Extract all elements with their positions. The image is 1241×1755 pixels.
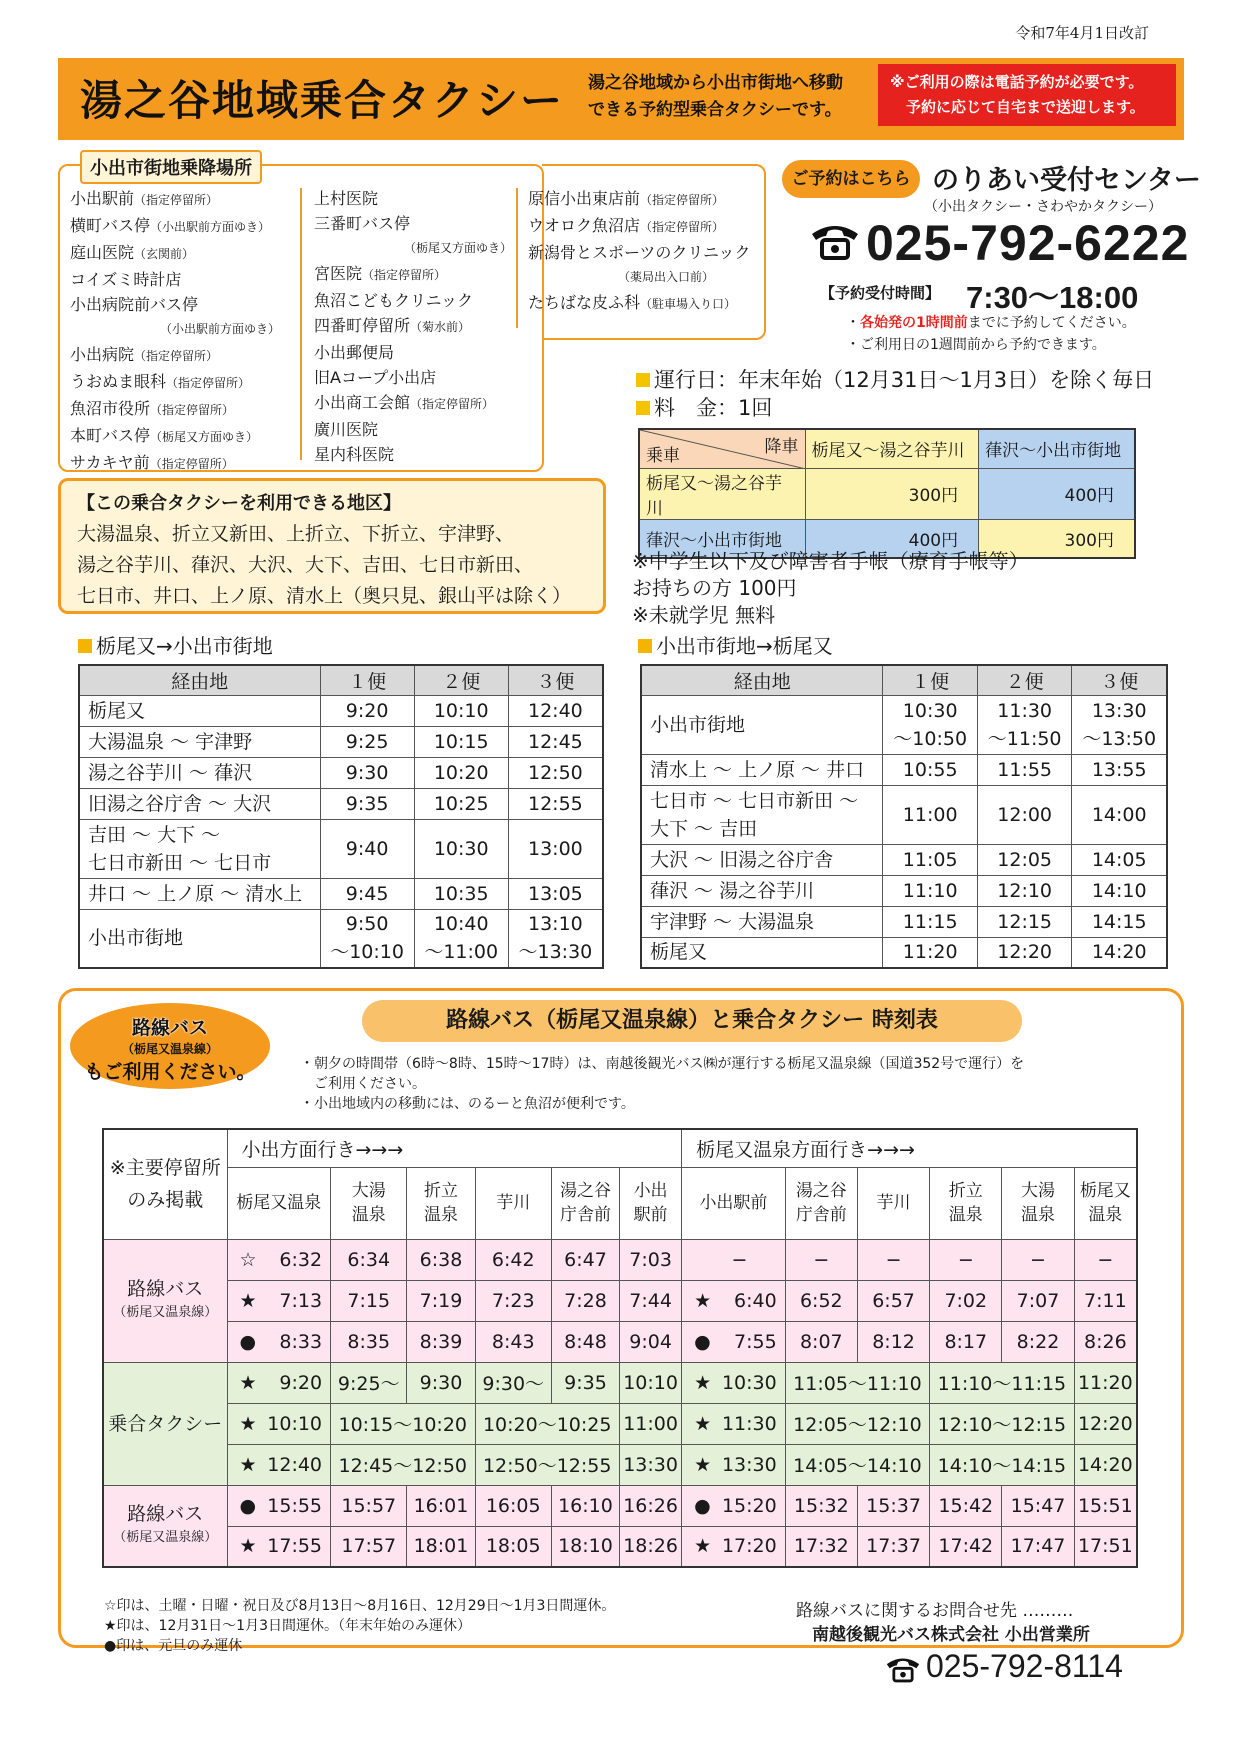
departure-time: ★ 11:30 (682, 1403, 786, 1444)
departure-time: 12:50 (527, 761, 583, 784)
departure-time: 13:30 (619, 1444, 681, 1485)
schedule-mark: ★ (694, 1371, 712, 1394)
departure-time: − (682, 1239, 786, 1280)
service-areas-box (58, 478, 606, 614)
service-type-label: 路線バス （栃尾又温泉線） (103, 1485, 227, 1567)
departure-time: 18:26 (619, 1526, 681, 1567)
timetable-row (79, 819, 603, 878)
pickup-column-1 (70, 186, 280, 477)
pickup-location: 星内科医院 (314, 445, 395, 464)
departure-time: − (1002, 1239, 1074, 1280)
timetable-row (641, 785, 1167, 844)
pickup-divider (300, 188, 302, 460)
departure-time: 14:20 (1091, 941, 1147, 964)
departure-time: 12:10〜12:15 (930, 1403, 1074, 1444)
departure-time: 11:10 (902, 879, 958, 902)
header-description: 湯之谷地域から小出市街地へ移動 できる予約型乗合タクシーです。 (588, 73, 843, 120)
schedule-mark: ● (239, 1330, 257, 1353)
pickup-location: 宮医院（指定停留所） (314, 264, 447, 283)
via-stop: 吉田 〜 大下 〜 (88, 823, 221, 846)
departure-time: 9:35 (551, 1362, 619, 1403)
schedule-mark: ● (694, 1330, 711, 1353)
timetable-row (103, 1280, 1137, 1321)
departure-time: ★ 10:30 (682, 1362, 786, 1403)
timetable-row (641, 906, 1167, 937)
bus-taxi-timetable (102, 1128, 1138, 1568)
departure-time: 10:55 (902, 758, 958, 781)
departure-time: 7:28 (551, 1280, 619, 1321)
departure-time: 9:20 (345, 699, 389, 722)
table-corner: ※主要停留所 のみ掲載 (103, 1129, 227, 1239)
timetable-row (79, 726, 603, 757)
bus-notes: ・朝夕の時間帯（6時〜8時、15時〜17時）は、南越後観光バス㈱が運行する栃尾又温泉線（国道352号で運行）を ご利用ください。 ・小出地域内の移動には、のるーと魚沼が便利です。 (300, 1056, 1025, 1112)
pickup-label: 小出市街地乗降場所 (80, 150, 262, 184)
timetable-row (103, 1485, 1137, 1526)
fare-cell: 400円 (805, 519, 979, 558)
departure-time: 13:05 (527, 882, 583, 905)
departure-time: 10:25 (433, 792, 489, 815)
pickup-location: 小出商工会館（指定停留所） (314, 393, 495, 412)
reception-center-name: のりあい受付センター (932, 165, 1201, 196)
departure-time: ★ 9:20 (227, 1362, 331, 1403)
timetable-row (103, 1321, 1137, 1362)
timetable-row (79, 788, 603, 819)
departure-time: ● 15:20 (682, 1485, 786, 1526)
departure-time: ★ 7:13 (227, 1280, 331, 1321)
departure-time: 17:51 (1074, 1526, 1137, 1567)
reservation-warning: ※ご利用の際は電話予約が必要です。 予約に応じて自宅まで送迎します。 (878, 64, 1176, 126)
pickup-location: 三番町バス停 (314, 214, 411, 233)
via-stop: 栃尾又 (88, 699, 146, 722)
departure-time: 10:20 (433, 761, 489, 784)
timetable-header: １便 (883, 665, 977, 695)
departure-time: 12:45 (527, 730, 583, 753)
departure-time: 11:20 (1074, 1362, 1137, 1403)
via-stop: 七日市 〜 七日市新田 〜 (650, 789, 859, 812)
departure-time: 10:15 (433, 730, 489, 753)
departure-time: 〜10:10 (330, 941, 404, 964)
via-stop: 七日市新田 〜 七日市 (88, 851, 272, 874)
pickup-location: 魚沼市役所（指定停留所） (70, 399, 235, 418)
departure-time: 15:51 (1074, 1485, 1137, 1526)
departure-time: 8:39 (407, 1321, 475, 1362)
stop-header: 折立 温泉 (930, 1167, 1002, 1239)
pickup-column-2 (314, 186, 512, 467)
schedule-mark: ★ (239, 1371, 257, 1394)
pickup-location: 原信小出東店前（指定停留所） (528, 189, 725, 208)
departure-time: 9:50 (345, 913, 389, 936)
pickup-column-3 (528, 186, 750, 317)
departure-time: 14:05〜14:10 (785, 1444, 929, 1485)
pickup-location: うおぬま眼科（指定停留所） (70, 372, 251, 391)
departure-time: 13:30 (1091, 699, 1147, 722)
departure-time: 8:26 (1074, 1321, 1137, 1362)
timetable-row (641, 937, 1167, 968)
departure-time: − (1074, 1239, 1137, 1280)
departure-time: − (785, 1239, 857, 1280)
timetable-row (79, 909, 603, 968)
schedule-mark: ★ (239, 1289, 257, 1312)
departure-time: − (930, 1239, 1002, 1280)
departure-time: 11:05 (902, 848, 958, 871)
stop-header: 栃尾又 温泉 (1074, 1167, 1137, 1239)
areas-list: 大湯温泉、折立又新田、上折立、下折立、宇津野、 湯之谷芋川、葎沢、大沢、大下、吉田、七日市新田、 七日市、井口、上ノ原、清水上（奥只見、銀山平は除く） (77, 523, 572, 607)
departure-time: 18:10 (551, 1526, 619, 1567)
departure-time: 17:57 (331, 1526, 407, 1567)
departure-time: ★ 12:40 (227, 1444, 331, 1485)
departure-time: 6:34 (331, 1239, 407, 1280)
departure-time: 15:32 (785, 1485, 857, 1526)
pickup-location: 庭山医院（玄関前） (70, 243, 195, 262)
departure-time: 18:01 (407, 1526, 475, 1567)
departure-time: 8:43 (475, 1321, 551, 1362)
departure-time: ★ 10:10 (227, 1403, 331, 1444)
timetable-right-title: 小出市街地→栃尾又 (638, 630, 833, 659)
departure-time: 13:55 (1091, 758, 1147, 781)
departure-time: 9:30 (407, 1362, 475, 1403)
departure-time: 10:30 (902, 699, 958, 722)
departure-time: 12:20 (1074, 1403, 1137, 1444)
departure-time: 10:40 (433, 913, 489, 936)
departure-time: 16:05 (475, 1485, 551, 1526)
service-type-label: 乗合タクシー (103, 1362, 227, 1485)
departure-time: 6:47 (551, 1239, 619, 1280)
departure-time: 14:20 (1074, 1444, 1137, 1485)
departure-time: ● 7:55 (682, 1321, 786, 1362)
departure-time: 12:15 (997, 910, 1053, 933)
service-type-label: 路線バス （栃尾又温泉線） (103, 1239, 227, 1362)
departure-time: 15:37 (857, 1485, 929, 1526)
stop-header: 小出駅前 (682, 1167, 786, 1239)
departure-time: 11:55 (997, 758, 1053, 781)
fare-label: 料 金：1回 (636, 392, 772, 422)
pickup-location: 魚沼こどもクリニック (314, 291, 474, 310)
departure-time: 6:38 (407, 1239, 475, 1280)
departure-time: 12:05〜12:10 (785, 1403, 929, 1444)
departure-time: 11:10〜11:15 (930, 1362, 1074, 1403)
fare-col-header: 葎沢〜小出市街地 (979, 429, 1135, 468)
departure-time: 8:07 (785, 1321, 857, 1362)
timetable-row (103, 1526, 1137, 1567)
reservation-note-2: ・ご利用日の1週間前から予約できます。 (846, 337, 1106, 353)
pickup-location: ウオロク魚沼店（指定停留所） (528, 216, 725, 235)
departure-time: ● 8:33 (227, 1321, 331, 1362)
stop-header: 大湯 温泉 (1002, 1167, 1074, 1239)
timetable-header: ３便 (1072, 665, 1167, 695)
bus-company-name: 南越後観光バス株式会社 小出営業所 (812, 1625, 1090, 1645)
timetable-row (79, 878, 603, 909)
departure-time: 8:48 (551, 1321, 619, 1362)
departure-time: − (857, 1239, 929, 1280)
departure-time: 9:35 (345, 792, 389, 815)
header-band (58, 58, 1184, 140)
timetable-header: 経由地 (79, 665, 320, 695)
departure-time: 10:10 (619, 1362, 681, 1403)
pickup-location: 廣川医院 (314, 420, 379, 439)
fare-cell: 300円 (805, 468, 979, 519)
reservation-phone[interactable]: 025-792-6222 (866, 215, 1190, 271)
timetable-row (641, 844, 1167, 875)
departure-time: 6:57 (857, 1280, 929, 1321)
schedule-mark: ★ (239, 1412, 257, 1435)
stop-header: 栃尾又温泉 (227, 1167, 331, 1239)
departure-time: 7:19 (407, 1280, 475, 1321)
pickup-divider (516, 188, 518, 328)
departure-time: 7:44 (619, 1280, 681, 1321)
pickup-location: 小出病院前バス停 (70, 295, 199, 314)
timetable-header: 経由地 (641, 665, 883, 695)
via-stop: 井口 〜 上ノ原 〜 清水上 (88, 882, 303, 905)
fare-col-header: 栃尾又〜湯之谷芋川 (805, 429, 979, 468)
via-stop: 旧湯之谷庁舎 〜 大沢 (88, 792, 272, 815)
stop-header: 湯之谷 庁舎前 (551, 1167, 619, 1239)
departure-time: 〜13:50 (1082, 727, 1157, 750)
departure-time: 11:30 (997, 699, 1053, 722)
departure-time: 8:22 (1002, 1321, 1074, 1362)
via-stop: 栃尾又 (650, 941, 708, 964)
departure-time: 10:20〜10:25 (475, 1403, 619, 1444)
departure-time: 12:05 (997, 848, 1053, 871)
timetable-header: ２便 (414, 665, 508, 695)
pickup-location: （栃尾又方面ゆき） (404, 241, 513, 255)
departure-time: 18:05 (475, 1526, 551, 1567)
via-stop: 宇津野 〜 大湯温泉 (650, 910, 815, 933)
stop-header: 小出 駅前 (619, 1167, 681, 1239)
direction-outbound: 小出方面行き→→→ (227, 1129, 682, 1167)
stop-header: 湯之谷 庁舎前 (785, 1167, 857, 1239)
departure-time: 8:35 (331, 1321, 407, 1362)
departure-time: 9:04 (619, 1321, 681, 1362)
page-title: 湯之谷地域乗合タクシー (80, 76, 565, 125)
departure-time: 11:00 (619, 1403, 681, 1444)
pickup-location: 小出病院（指定停留所） (70, 345, 219, 364)
pickup-location: 小出郵便局 (314, 343, 395, 362)
departure-time: 12:55 (527, 792, 583, 815)
direction-inbound: 栃尾又温泉方面行き→→→ (682, 1129, 1137, 1167)
departure-time: 17:37 (857, 1526, 929, 1567)
schedule-mark: ★ (239, 1453, 257, 1476)
bus-timetable-title: 路線バス（栃尾又温泉線）と乗合タクシー 時刻表 (362, 1000, 1022, 1042)
timetable-left (78, 664, 604, 969)
pickup-location: 上村医院 (314, 189, 379, 208)
via-stop: 大湯温泉 〜 宇津野 (88, 730, 253, 753)
hours-label: 【予約受付時間】 (820, 284, 941, 302)
departure-time: 16:01 (407, 1485, 475, 1526)
fare-row-label: 栃尾又〜湯之谷芋川 (639, 468, 805, 519)
departure-time: 6:42 (475, 1239, 551, 1280)
departure-time: ☆ 6:32 (227, 1239, 331, 1280)
timetable-right (640, 664, 1168, 969)
bus-callout-bubble: 路線バス （栃尾又温泉線） もご利用ください。 (70, 1003, 270, 1089)
departure-time: 17:47 (1002, 1526, 1074, 1567)
departure-time: 7:02 (930, 1280, 1002, 1321)
departure-time: 10:35 (433, 882, 489, 905)
departure-time: 17:42 (930, 1526, 1002, 1567)
stop-header: 芋川 (475, 1167, 551, 1239)
departure-time: ★ 13:30 (682, 1444, 786, 1485)
departure-time: 8:12 (857, 1321, 929, 1362)
departure-time: 10:15〜10:20 (331, 1403, 475, 1444)
departure-time: 〜10:50 (893, 727, 968, 750)
fare-row-label: 葎沢〜小出市街地 (639, 519, 805, 558)
via-stop: 大下 〜 吉田 (650, 817, 758, 840)
bus-phone[interactable]: 025-792-8114 (926, 1648, 1123, 1684)
via-stop: 湯之谷芋川 〜 葎沢 (88, 761, 253, 784)
reception-center-sub: （小出タクシー・さわやかタクシー） (924, 199, 1162, 215)
stop-header: 大湯 温泉 (331, 1167, 407, 1239)
timetable-row (103, 1239, 1137, 1280)
revision-date: 令和7年4月1日改訂 (1015, 24, 1149, 42)
reservation-hours: 7:30〜18:00 (966, 280, 1139, 315)
departure-time: 7:23 (475, 1280, 551, 1321)
timetable-row (103, 1444, 1137, 1485)
via-stop: 小出市街地 (650, 713, 746, 736)
fare-table (638, 428, 1136, 559)
pickup-location: 四番町停留所（菊水前） (314, 316, 471, 335)
departure-time: ★ 17:55 (227, 1526, 331, 1567)
departure-time: 6:52 (785, 1280, 857, 1321)
departure-time: 12:45〜12:50 (331, 1444, 475, 1485)
departure-time: 15:47 (1002, 1485, 1074, 1526)
departure-time: 〜13:30 (518, 941, 593, 964)
schedule-mark: ★ (694, 1535, 712, 1558)
timetable-left-title: 栃尾又→小出市街地 (78, 630, 273, 659)
operation-days: 運行日：年末年始（12月31日〜1月3日）を除く毎日 (636, 364, 1154, 394)
departure-time: 9:25〜 (331, 1362, 407, 1403)
stop-header: 芋川 (857, 1167, 929, 1239)
schedule-mark: ☆ (239, 1248, 257, 1271)
timetable-header: １便 (320, 665, 414, 695)
phone-icon (808, 220, 862, 262)
departure-time: 16:10 (551, 1485, 619, 1526)
pickup-location: サカキヤ前（指定停留所） (70, 453, 234, 472)
pickup-location: 旧Aコープ小出店 (314, 368, 437, 387)
departure-time: 8:17 (930, 1321, 1002, 1362)
pickup-location: 横町バス停（小出駅前方面ゆき） (70, 216, 271, 235)
timetable-row (641, 875, 1167, 906)
departure-time: 12:10 (997, 879, 1053, 902)
departure-time: 11:20 (902, 941, 958, 964)
stop-header: 折立 温泉 (407, 1167, 475, 1239)
areas-title: 【この乗合タクシーを利用できる地区】 (77, 493, 401, 514)
departure-time: 14:05 (1091, 848, 1147, 871)
departure-time: 16:26 (619, 1485, 681, 1526)
timetable-header: ３便 (508, 665, 603, 695)
timetable-row (641, 695, 1167, 754)
departure-time: 9:30 (345, 761, 389, 784)
departure-time: 11:05〜11:10 (785, 1362, 929, 1403)
fare-cell: 400円 (979, 468, 1135, 519)
phone-icon (884, 1654, 922, 1684)
fare-notes: ※中学生以下及び障害者手帳（療育手帳等） お持ちの方 100円 ※未就学児 無料 (632, 549, 1029, 627)
via-stop: 清水上 〜 上ノ原 〜 井口 (650, 758, 865, 781)
departure-time: 7:07 (1002, 1280, 1074, 1321)
departure-time: 7:11 (1074, 1280, 1137, 1321)
pickup-location: （薬局出入口前） (618, 270, 715, 284)
timetable-row (79, 757, 603, 788)
via-stop: 大沢 〜 旧湯之谷庁舎 (650, 848, 834, 871)
fare-cell: 300円 (979, 519, 1135, 558)
timetable-row (103, 1362, 1137, 1403)
departure-time: 14:10〜14:15 (930, 1444, 1074, 1485)
departure-time: 9:25 (345, 730, 389, 753)
departure-time: 7:15 (331, 1280, 407, 1321)
departure-time: 10:30 (433, 837, 489, 860)
departure-time: 15:57 (331, 1485, 407, 1526)
schedule-mark: ★ (239, 1535, 257, 1558)
departure-time: 17:32 (785, 1526, 857, 1567)
schedule-mark: ★ (694, 1289, 712, 1312)
pickup-location: たちばな皮ふ科（駐車場入り口） (528, 293, 737, 312)
departure-time: 11:15 (902, 910, 958, 933)
schedule-mark: ★ (694, 1412, 712, 1435)
departure-time: 12:50〜12:55 (475, 1444, 619, 1485)
pickup-location: コイズミ時計店 (70, 270, 182, 289)
departure-time: 11:00 (902, 803, 958, 826)
departure-time: 13:00 (527, 837, 583, 860)
schedule-mark: ● (694, 1494, 711, 1517)
departure-time: 14:10 (1091, 879, 1147, 902)
departure-time: 9:30〜 (475, 1362, 551, 1403)
via-stop: 小出市街地 (88, 927, 184, 950)
schedule-mark: ● (239, 1494, 257, 1517)
departure-time: 10:10 (433, 699, 489, 722)
departure-time: 12:40 (527, 699, 583, 722)
departure-time: 〜11:00 (424, 941, 499, 964)
departure-time: 14:00 (1091, 803, 1147, 826)
departure-time: ★ 6:40 (682, 1280, 786, 1321)
reservation-badge: ご予約はこちら (782, 160, 920, 198)
timetable-row (79, 695, 603, 726)
departure-time: 15:42 (930, 1485, 1002, 1526)
via-stop: 葎沢 〜 湯之谷芋川 (650, 879, 815, 902)
departure-time: 9:45 (345, 882, 389, 905)
schedule-mark: ★ (694, 1453, 712, 1476)
legend-notes: ☆印は、土曜・日曜・祝日及び8月13日〜8月16日、12月29日〜1月3日間運休。 ★印は、12月31日〜1月3日間運休。（年末年始のみ運休） ●印は、元旦のみ運休 (104, 1598, 616, 1654)
timetable-header: ２便 (977, 665, 1071, 695)
departure-time: ● 15:55 (227, 1485, 331, 1526)
departure-time: 9:40 (345, 837, 389, 860)
departure-time: 14:15 (1091, 910, 1147, 933)
fare-corner: 降車 乗車 (639, 429, 805, 468)
departure-time: 12:20 (997, 941, 1053, 964)
timetable-row (103, 1403, 1137, 1444)
departure-time: 7:03 (619, 1239, 681, 1280)
pickup-location: 本町バス停（栃尾又方面ゆき） (70, 426, 259, 445)
pickup-location: 新潟骨とスポーツのクリニック (528, 243, 751, 262)
pickup-location: （小出駅前方面ゆき） (160, 322, 281, 336)
departure-time: ★ 17:20 (682, 1526, 786, 1567)
departure-time: 〜11:50 (987, 727, 1062, 750)
timetable-row (641, 754, 1167, 785)
pickup-location: 小出駅前（指定停留所） (70, 189, 219, 208)
departure-time: 12:00 (997, 803, 1053, 826)
inquiry-label: 路線バスに関するお問合せ先 ……… (796, 1601, 1074, 1621)
reservation-note-1: ・各始発の1時間前までに予約してください。 (846, 315, 1136, 331)
departure-time: 13:10 (527, 913, 583, 936)
